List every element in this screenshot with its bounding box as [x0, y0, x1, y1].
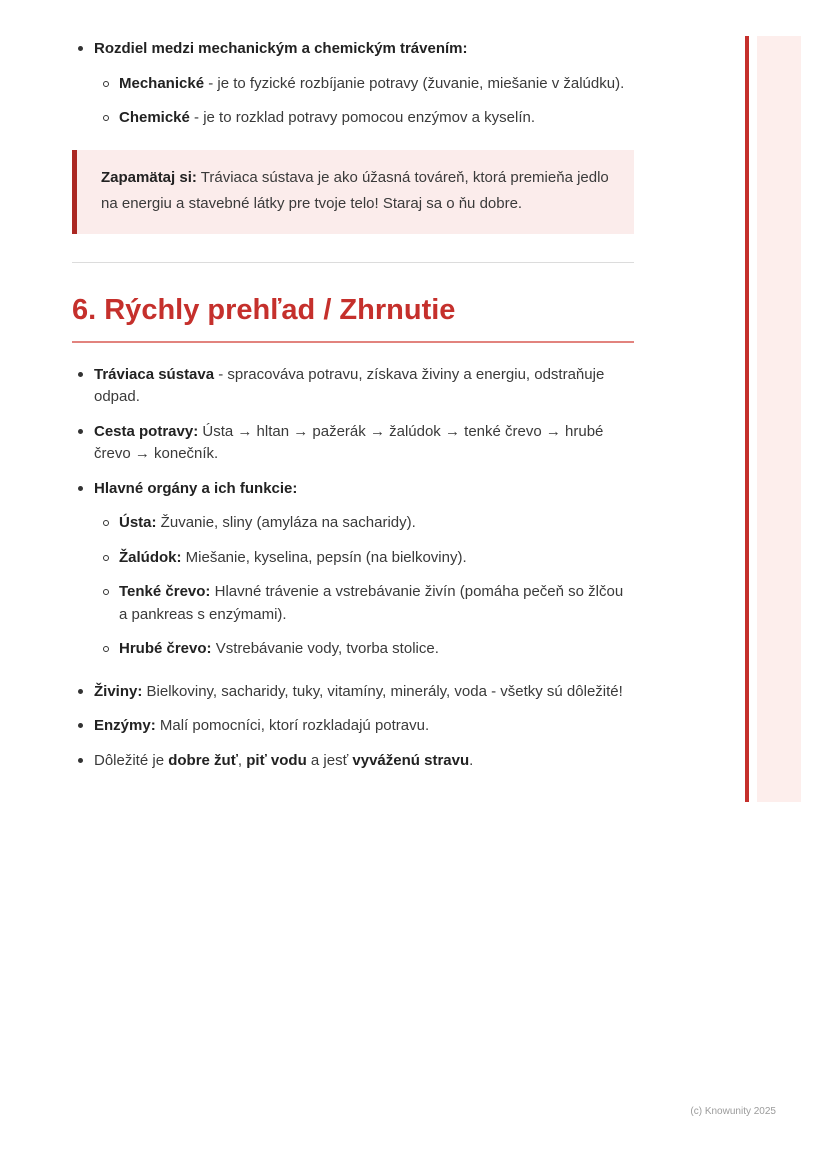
list-item-important [72, 750, 634, 773]
bullet-circle-icon [103, 555, 109, 561]
list-item-rest: - spracováva potravu, získava živiny a energiu, odstraňuje odpad. [94, 365, 605, 406]
side-decoration-band [757, 36, 801, 802]
list-item-bold: Mechanické [119, 74, 205, 92]
list-item-small-intestine [97, 581, 634, 626]
list-item-enzymes [72, 715, 634, 738]
segment-bold: piť vodu [246, 751, 307, 769]
list-item-mechanical [97, 73, 634, 96]
list-item-mouth [97, 512, 634, 535]
bullet-disc-icon [78, 486, 83, 491]
segment-text: Dôležité je [94, 751, 169, 769]
list-item-bold: Tenké črevo: [119, 583, 211, 601]
list-item-text [94, 421, 634, 466]
list-item-bold: Enzýmy: [94, 717, 156, 735]
section-divider [72, 262, 634, 263]
list-item-rest: Žuvanie, sliny (amyláza na sacharidy). [156, 514, 416, 532]
list-item-bold: Hlavné orgány a ich funkcie: [94, 479, 298, 497]
list-item-bold: Ústa: [119, 514, 157, 532]
list-item-rest: - je to rozklad potravy pomocou enzýmov a kyselín. [189, 109, 536, 126]
list-item-text [119, 73, 624, 96]
copyright-footer: (c) Knowunity 2025 [690, 1106, 776, 1117]
list-item-bold: Rozdiel medzi mechanickým a chemickým trávením: [94, 40, 468, 57]
bullet-disc-icon [78, 723, 83, 728]
list-item-stomach [97, 547, 634, 570]
list-item-bold: Hrubé črevo: [119, 640, 212, 658]
section-heading: 6. Rýchly prehľad / Zhrnutie [72, 293, 456, 326]
list-item-text [94, 681, 623, 704]
bullet-circle-icon [103, 520, 109, 526]
bullet-circle-icon [103, 589, 109, 595]
list-item-rest: Miešanie, kyselina, pepsín (na bielkoviny). [181, 548, 467, 566]
list-item-rest: - je to fyzické rozbíjanie potravy (žuvanie, miešanie v žalúdku). [204, 74, 625, 92]
list-item-rest: Ústa → hltan → pažerák → žalúdok → tenké črevo → hrubé črevo → konečník. [94, 422, 604, 463]
list-item-digestive-system [72, 364, 634, 409]
list-item-text [119, 581, 634, 626]
list-item-text [94, 364, 634, 409]
segment-text: . [469, 751, 474, 769]
list-item-bold: Chemické [119, 109, 190, 126]
segment-bold: dobre žuť [168, 751, 238, 769]
document-content [72, 38, 634, 784]
remember-callout-box [72, 150, 634, 234]
bullet-circle-icon [103, 646, 109, 652]
side-decoration-line [745, 36, 749, 802]
list-item-text [119, 547, 467, 570]
organ-sublist [72, 512, 634, 661]
callout-bold: Zapamätaj si: [101, 168, 197, 186]
bullet-disc-icon [78, 429, 83, 434]
list-item-rest: Bielkoviny, sacharidy, tuky, vitamíny, minerály, voda - všetky sú dôležité! [142, 682, 623, 700]
bullet-disc-icon [78, 689, 83, 694]
list-item-food-path [72, 421, 634, 466]
list-item-text [119, 107, 535, 130]
list-item-text [94, 478, 297, 501]
segment-text: , [237, 751, 247, 769]
list-item-chemical [97, 107, 634, 130]
list-item-bold: Živiny: [94, 682, 143, 700]
callout-text: Tráviaca sústava je ako úžasná továreň, ktorá premieňa jedlo na energiu a stavebné látky pre tvoje telo! Staraj sa o ňu dobre. [101, 168, 609, 213]
list-item-nutrients [72, 681, 634, 704]
bullet-disc-icon [78, 372, 83, 377]
list-item-text [94, 715, 429, 738]
heading-underline [72, 341, 634, 343]
bullet-disc-icon [78, 758, 83, 763]
bullet-circle-icon [103, 115, 109, 121]
bullet-circle-icon [103, 81, 109, 87]
segment-text: a jesť [306, 751, 353, 769]
list-item-rest: Malí pomocníci, ktorí rozkladajú potravu. [155, 717, 430, 735]
list-item-bold: Tráviaca sústava [94, 365, 215, 383]
list-item-bold: Cesta potravy: [94, 422, 199, 440]
bullet-disc-icon [78, 46, 83, 51]
list-item-rest: Vstrebávanie vody, tvorba stolice. [211, 640, 439, 658]
list-item-rest: Hlavné trávenie a vstrebávanie živín (pomáha pečeň so žlčou a pankreas s enzýmami). [119, 583, 624, 623]
segment-bold: vyváženú stravu [352, 751, 470, 769]
list-item-text [94, 38, 467, 61]
list-item-difference-heading [72, 38, 634, 61]
list-item-text [94, 750, 473, 773]
list-item-bold: Žalúdok: [119, 548, 182, 566]
list-item-text [119, 638, 439, 661]
list-item-main-organs-heading [72, 478, 634, 501]
list-item-large-intestine [97, 638, 634, 661]
list-item-text [119, 512, 416, 535]
